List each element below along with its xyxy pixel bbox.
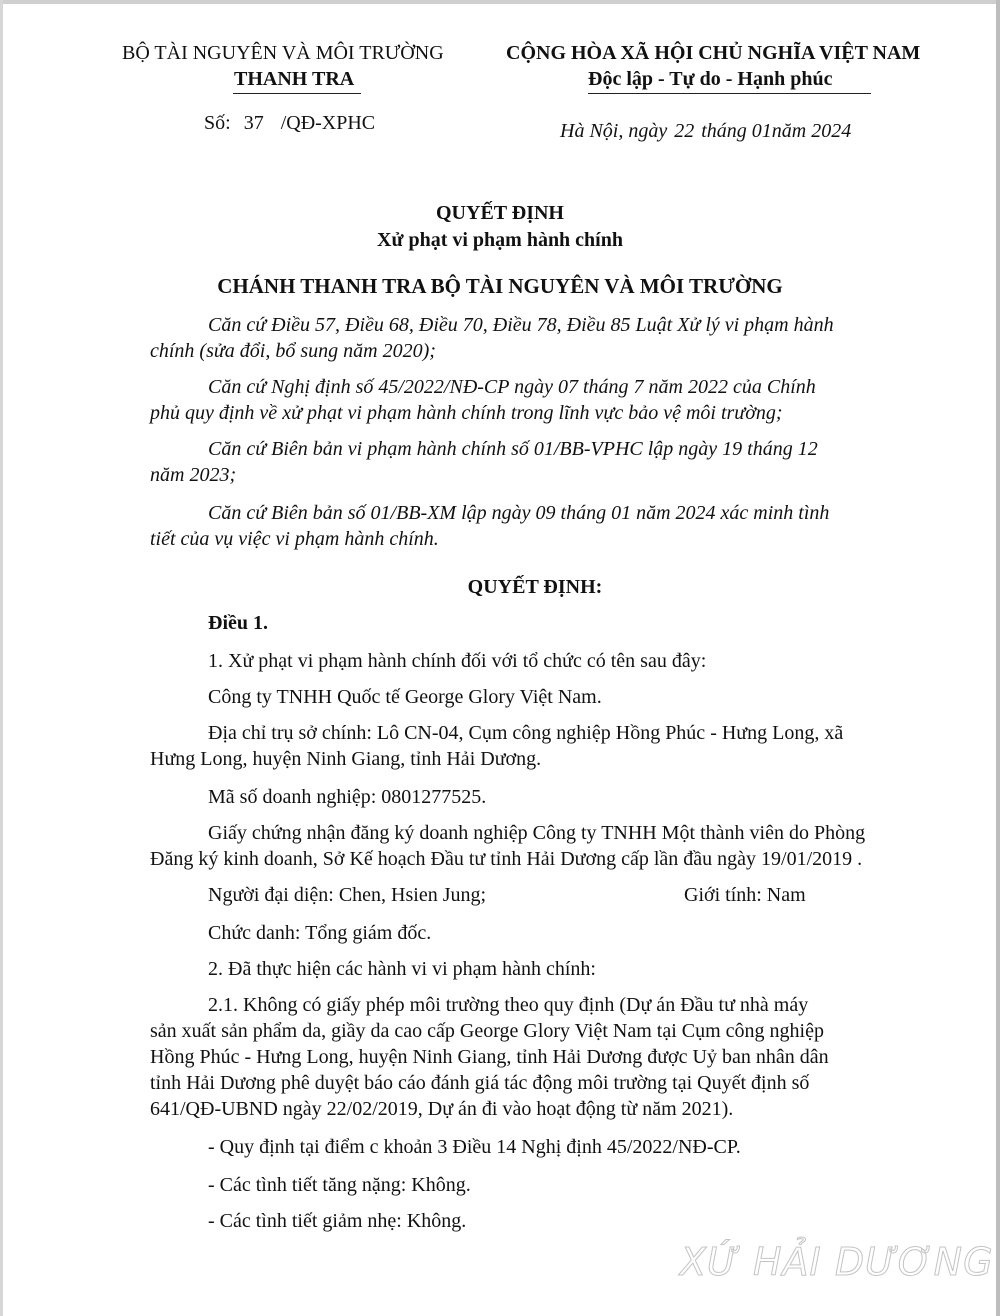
certificate-line-1: Giấy chứng nhận đăng ký doanh nghiệp Công ty TNHH Một thành viên do Phòng xyxy=(208,822,866,844)
page-frame-top xyxy=(0,0,1000,4)
document-subtitle: Xử phạt vi phạm hành chính xyxy=(377,229,623,251)
ministry-name: BỘ TÀI NGUYÊN VÀ MÔI TRƯỜNG xyxy=(122,42,444,64)
number-suffix: /QĐ-XPHC xyxy=(280,112,376,134)
issuing-authority: CHÁNH THANH TRA BỘ TÀI NGUYÊN VÀ MÔI TRƯỜNG xyxy=(217,274,783,298)
violation-2-1-line-2: sản xuất sản phẩm da, giầy da cao cấp George Glory Việt Nam tại Cụm công nghiệp xyxy=(150,1020,824,1042)
company-name: Công ty TNHH Quốc tế George Glory Việt Nam. xyxy=(208,686,602,708)
national-motto: Độc lập - Tự do - Hạnh phúc xyxy=(588,68,833,90)
basis-4-line-2: tiết của vụ việc vi phạm hành chính. xyxy=(150,528,439,550)
basis-2-line-2: phủ quy định về xử phạt vi phạm hành chính trong lĩnh vực bảo vệ môi trường; xyxy=(150,402,783,424)
date-prefix: Hà Nội, ngày xyxy=(560,120,668,142)
basis-2-line-1: Căn cứ Nghị định số 45/2022/NĐ-CP ngày 07 tháng 7 năm 2022 của Chính xyxy=(208,376,816,398)
date-month: 01 xyxy=(751,120,772,142)
watermark-logo: XỨ HẢI DƯƠNG xyxy=(680,1240,994,1284)
basis-3-line-1: Căn cứ Biên bản vi phạm hành chính số 01/BB-VPHC lập ngày 19 tháng 12 xyxy=(208,438,818,460)
violation-2-1-line-1: 2.1. Không có giấy phép môi trường theo quy định (Dự án Đầu tư nhà máy xyxy=(208,994,809,1016)
article-1-heading: Điều 1. xyxy=(208,612,268,634)
representative: Người đại diện: Chen, Hsien Jung; xyxy=(208,884,487,906)
certificate-line-2: Đăng ký kinh doanh, Sở Kế hoạch Đầu tư tỉnh Hải Dương cấp lần đầu ngày 19/01/2019 . xyxy=(150,848,863,870)
republic-name: CỘNG HÒA XÃ HỘI CHỦ NGHĨA VIỆT NAM xyxy=(506,42,921,64)
address-line-2: Hưng Long, huyện Ninh Giang, tỉnh Hải Dương. xyxy=(150,748,542,770)
department-name: THANH TRA xyxy=(234,68,355,90)
department-underline xyxy=(233,93,361,94)
decision-heading: QUYẾT ĐỊNH: xyxy=(467,576,603,598)
number-prefix: Số: xyxy=(204,112,231,134)
violation-2-1-line-4: tỉnh Hải Dương phê duyệt báo cáo đánh giá tác động môi trường tại Quyết định số xyxy=(150,1072,810,1094)
applicable-rule: - Quy định tại điểm c khoản 3 Điều 14 Nghị định 45/2022/NĐ-CP. xyxy=(208,1136,741,1158)
basis-3-line-2: năm 2023; xyxy=(150,464,237,486)
basis-1-line-1: Căn cứ Điều 57, Điều 68, Điều 70, Điều 78, Điều 85 Luật Xử lý vi phạm hành xyxy=(208,314,834,336)
representative-position: Chức danh: Tổng giám đốc. xyxy=(208,922,432,944)
article-1-item-2: 2. Đã thực hiện các hành vi vi phạm hành chính: xyxy=(208,958,596,980)
representative-gender: Giới tính: Nam xyxy=(684,884,806,906)
issue-date xyxy=(560,120,851,143)
motto-underline xyxy=(588,93,871,94)
aggravating-circumstances: - Các tình tiết tăng nặng: Không. xyxy=(208,1174,471,1196)
date-year: năm 2024 xyxy=(771,120,852,142)
date-month-label: tháng xyxy=(701,120,747,142)
violation-2-1-line-3: Hồng Phúc - Hưng Long, huyện Ninh Giang, tỉnh Hải Dương được Uỷ ban nhân dân xyxy=(150,1046,829,1068)
tax-code: Mã số doanh nghiệp: 0801277525. xyxy=(208,786,487,808)
basis-4-line-1: Căn cứ Biên bản số 01/BB-XM lập ngày 09 tháng 01 năm 2024 xác minh tình xyxy=(208,502,830,524)
page-frame-left xyxy=(0,0,3,1316)
basis-1-line-2: chính (sửa đổi, bổ sung năm 2020); xyxy=(150,340,436,362)
address-line-1: Địa chỉ trụ sở chính: Lô CN-04, Cụm công nghiệp Hồng Phúc - Hưng Long, xã xyxy=(208,722,844,744)
page-frame-right xyxy=(996,0,1000,1316)
document-title: QUYẾT ĐỊNH xyxy=(436,202,564,224)
mitigating-circumstances: - Các tình tiết giảm nhẹ: Không. xyxy=(208,1210,467,1232)
article-1-item-1: 1. Xử phạt vi phạm hành chính đối với tổ chức có tên sau đây: xyxy=(208,650,707,672)
date-day: 22 xyxy=(674,120,695,142)
document-number xyxy=(204,112,375,135)
number-value: 37 xyxy=(243,112,264,134)
violation-2-1-line-5: 641/QĐ-UBND ngày 22/02/2019, Dự án đi vào hoạt động từ năm 2021). xyxy=(150,1098,734,1120)
